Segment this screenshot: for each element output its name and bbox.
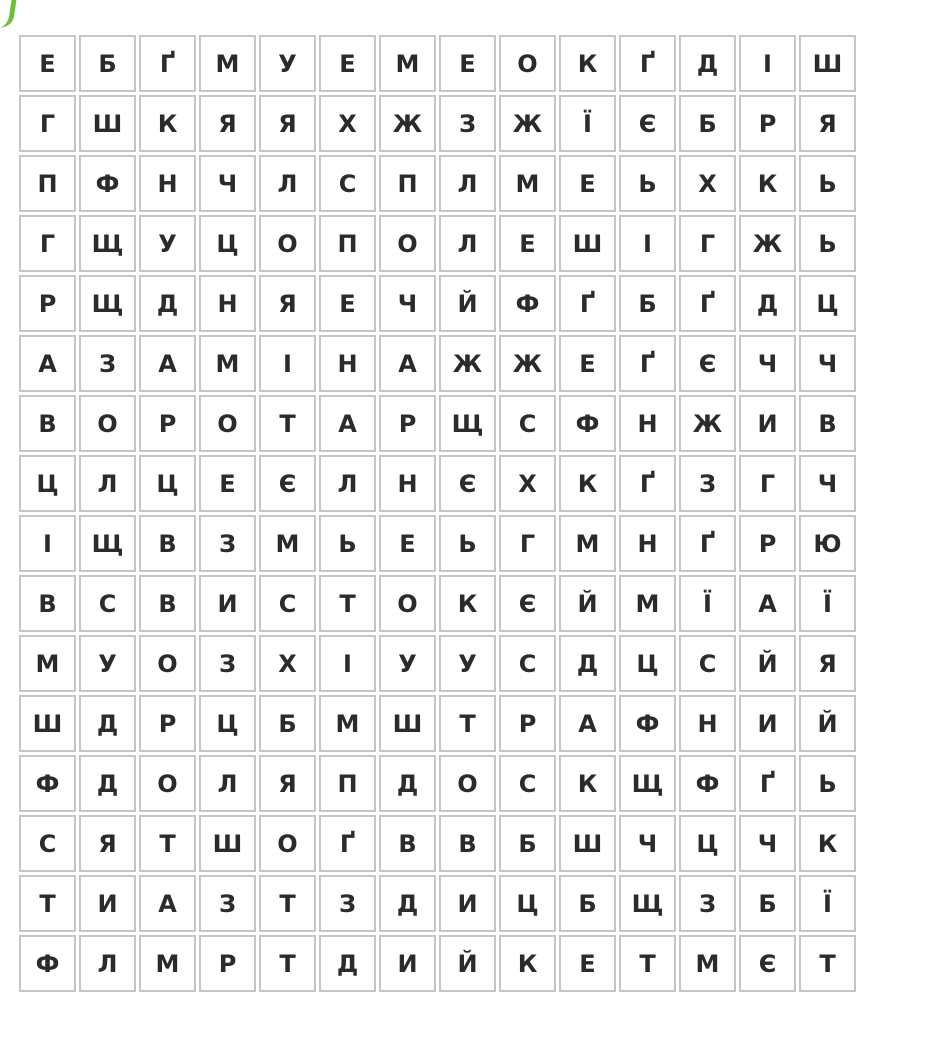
letter-cell[interactable]: Ч [739, 815, 796, 872]
letter-cell[interactable]: Д [679, 35, 736, 92]
letter-cell[interactable]: Є [439, 455, 496, 512]
letter-cell[interactable]: И [739, 695, 796, 752]
letter-cell[interactable]: Я [259, 275, 316, 332]
letter-cell[interactable]: Н [139, 155, 196, 212]
letter-cell[interactable]: Ч [799, 455, 856, 512]
letter-cell[interactable]: О [259, 215, 316, 272]
letter-cell[interactable]: П [19, 155, 76, 212]
letter-cell[interactable]: Ш [79, 95, 136, 152]
letter-cell[interactable]: В [19, 575, 76, 632]
letter-cell[interactable]: Х [319, 95, 376, 152]
letter-cell[interactable]: З [439, 95, 496, 152]
letter-cell[interactable]: З [199, 875, 256, 932]
letter-cell[interactable]: У [139, 215, 196, 272]
letter-cell[interactable]: Ш [19, 695, 76, 752]
letter-cell[interactable]: О [199, 395, 256, 452]
letter-cell[interactable]: О [139, 635, 196, 692]
letter-cell[interactable]: Щ [619, 755, 676, 812]
letter-cell[interactable]: М [379, 35, 436, 92]
letter-cell[interactable]: С [679, 635, 736, 692]
letter-cell[interactable]: Ч [199, 155, 256, 212]
letter-cell[interactable]: Щ [619, 875, 676, 932]
letter-cell[interactable]: П [379, 155, 436, 212]
letter-cell[interactable]: С [259, 575, 316, 632]
letter-cell[interactable]: Ґ [139, 35, 196, 92]
letter-cell[interactable]: В [139, 515, 196, 572]
letter-cell[interactable]: Щ [79, 515, 136, 572]
letter-cell[interactable]: И [439, 875, 496, 932]
letter-cell[interactable]: Щ [79, 275, 136, 332]
letter-cell[interactable]: М [19, 635, 76, 692]
letter-cell[interactable]: Ь [799, 215, 856, 272]
letter-cell[interactable]: Ф [559, 395, 616, 452]
letter-cell[interactable]: П [319, 215, 376, 272]
letter-cell[interactable]: У [439, 635, 496, 692]
letter-cell[interactable]: Б [559, 875, 616, 932]
letter-cell[interactable]: С [499, 635, 556, 692]
letter-cell[interactable]: Д [319, 935, 376, 992]
letter-cell[interactable]: А [739, 575, 796, 632]
letter-cell[interactable]: Д [79, 695, 136, 752]
letter-cell[interactable]: З [79, 335, 136, 392]
letter-cell[interactable]: Р [499, 695, 556, 752]
letter-cell[interactable]: Є [679, 335, 736, 392]
letter-cell[interactable]: И [199, 575, 256, 632]
letter-cell[interactable]: Д [559, 635, 616, 692]
letter-cell[interactable]: Н [619, 395, 676, 452]
letter-cell[interactable]: Д [379, 875, 436, 932]
letter-cell[interactable]: А [319, 395, 376, 452]
letter-cell[interactable]: М [199, 335, 256, 392]
letter-cell[interactable]: Ч [799, 335, 856, 392]
letter-cell[interactable]: Н [379, 455, 436, 512]
letter-cell[interactable]: П [319, 755, 376, 812]
letter-cell[interactable]: Ц [139, 455, 196, 512]
letter-cell[interactable]: Ї [799, 875, 856, 932]
letter-cell[interactable]: Ґ [319, 815, 376, 872]
letter-cell[interactable]: М [499, 155, 556, 212]
letter-cell[interactable]: К [739, 155, 796, 212]
letter-cell[interactable]: С [79, 575, 136, 632]
letter-cell[interactable]: І [259, 335, 316, 392]
letter-cell[interactable]: У [79, 635, 136, 692]
letter-cell[interactable]: М [559, 515, 616, 572]
letter-cell[interactable]: Ь [799, 755, 856, 812]
letter-cell[interactable]: Ж [499, 95, 556, 152]
letter-cell[interactable]: Я [199, 95, 256, 152]
letter-cell[interactable]: В [439, 815, 496, 872]
letter-cell[interactable]: В [139, 575, 196, 632]
letter-cell[interactable]: И [739, 395, 796, 452]
letter-cell[interactable]: Ш [559, 815, 616, 872]
letter-cell[interactable]: Ж [739, 215, 796, 272]
letter-cell[interactable]: Х [259, 635, 316, 692]
letter-cell[interactable]: М [619, 575, 676, 632]
letter-cell[interactable]: Г [499, 515, 556, 572]
letter-cell[interactable]: Ц [19, 455, 76, 512]
letter-cell[interactable]: Й [439, 275, 496, 332]
letter-cell[interactable]: Я [79, 815, 136, 872]
letter-cell[interactable]: М [139, 935, 196, 992]
letter-cell[interactable]: Ш [799, 35, 856, 92]
letter-cell[interactable]: Е [379, 515, 436, 572]
letter-cell[interactable]: А [139, 875, 196, 932]
letter-cell[interactable]: Т [259, 395, 316, 452]
letter-cell[interactable]: О [259, 815, 316, 872]
letter-cell[interactable]: О [379, 215, 436, 272]
letter-cell[interactable]: Б [679, 95, 736, 152]
letter-cell[interactable]: Ч [379, 275, 436, 332]
letter-cell[interactable]: Р [739, 95, 796, 152]
letter-cell[interactable]: Ь [319, 515, 376, 572]
letter-cell[interactable]: Ф [619, 695, 676, 752]
letter-cell[interactable]: К [139, 95, 196, 152]
letter-cell[interactable]: Е [559, 155, 616, 212]
letter-cell[interactable]: М [199, 35, 256, 92]
letter-cell[interactable]: Л [79, 455, 136, 512]
letter-cell[interactable]: І [19, 515, 76, 572]
letter-cell[interactable]: О [499, 35, 556, 92]
letter-cell[interactable]: Ж [679, 395, 736, 452]
letter-cell[interactable]: Н [319, 335, 376, 392]
letter-cell[interactable]: Ф [19, 755, 76, 812]
letter-cell[interactable]: В [379, 815, 436, 872]
letter-cell[interactable]: Й [559, 575, 616, 632]
letter-cell[interactable]: І [739, 35, 796, 92]
letter-cell[interactable]: Х [499, 455, 556, 512]
letter-cell[interactable]: Т [439, 695, 496, 752]
letter-cell[interactable]: Ц [799, 275, 856, 332]
letter-cell[interactable]: С [499, 755, 556, 812]
letter-cell[interactable]: К [499, 935, 556, 992]
letter-cell[interactable]: Д [79, 755, 136, 812]
letter-cell[interactable]: Г [739, 455, 796, 512]
letter-cell[interactable]: Р [139, 395, 196, 452]
letter-cell[interactable]: Ґ [619, 455, 676, 512]
letter-cell[interactable]: Т [259, 935, 316, 992]
letter-cell[interactable]: С [499, 395, 556, 452]
letter-cell[interactable]: Ц [199, 695, 256, 752]
letter-cell[interactable]: Р [19, 275, 76, 332]
letter-cell[interactable]: Т [259, 875, 316, 932]
letter-cell[interactable]: Т [139, 815, 196, 872]
letter-cell[interactable]: Ф [19, 935, 76, 992]
letter-cell[interactable]: Л [199, 755, 256, 812]
letter-cell[interactable]: Ж [379, 95, 436, 152]
letter-cell[interactable]: Ж [499, 335, 556, 392]
letter-cell[interactable]: М [319, 695, 376, 752]
letter-cell[interactable]: И [379, 935, 436, 992]
letter-cell[interactable]: Т [319, 575, 376, 632]
letter-cell[interactable]: О [139, 755, 196, 812]
letter-cell[interactable]: Ч [739, 335, 796, 392]
letter-cell[interactable]: К [559, 755, 616, 812]
letter-cell[interactable]: Ч [619, 815, 676, 872]
letter-cell[interactable]: С [19, 815, 76, 872]
letter-cell[interactable]: Ї [559, 95, 616, 152]
letter-cell[interactable]: Й [739, 635, 796, 692]
letter-cell[interactable]: Ц [679, 815, 736, 872]
letter-cell[interactable]: Ґ [619, 35, 676, 92]
letter-cell[interactable]: Е [199, 455, 256, 512]
letter-cell[interactable]: У [259, 35, 316, 92]
letter-cell[interactable]: Н [619, 515, 676, 572]
letter-cell[interactable]: Т [799, 935, 856, 992]
letter-cell[interactable]: З [679, 875, 736, 932]
letter-cell[interactable]: Є [619, 95, 676, 152]
letter-cell[interactable]: Г [19, 215, 76, 272]
letter-cell[interactable]: С [319, 155, 376, 212]
letter-cell[interactable]: Г [19, 95, 76, 152]
letter-cell[interactable]: И [79, 875, 136, 932]
letter-cell[interactable]: Д [739, 275, 796, 332]
letter-cell[interactable]: Щ [79, 215, 136, 272]
letter-cell[interactable]: К [559, 455, 616, 512]
letter-cell[interactable]: З [199, 635, 256, 692]
letter-cell[interactable]: Г [679, 215, 736, 272]
letter-cell[interactable]: І [619, 215, 676, 272]
letter-cell[interactable]: Е [439, 35, 496, 92]
letter-cell[interactable]: Е [559, 335, 616, 392]
letter-cell[interactable]: Ш [199, 815, 256, 872]
letter-cell[interactable]: Щ [439, 395, 496, 452]
letter-cell[interactable]: Б [499, 815, 556, 872]
letter-cell[interactable]: А [379, 335, 436, 392]
letter-cell[interactable]: Р [739, 515, 796, 572]
letter-cell[interactable]: К [559, 35, 616, 92]
letter-cell[interactable]: Т [19, 875, 76, 932]
letter-cell[interactable]: З [679, 455, 736, 512]
letter-cell[interactable]: Ї [679, 575, 736, 632]
letter-cell[interactable]: Є [499, 575, 556, 632]
letter-cell[interactable]: Е [319, 35, 376, 92]
letter-cell[interactable]: Л [259, 155, 316, 212]
letter-cell[interactable]: К [799, 815, 856, 872]
letter-cell[interactable]: М [679, 935, 736, 992]
letter-cell[interactable]: Я [259, 755, 316, 812]
letter-cell[interactable]: Ь [619, 155, 676, 212]
letter-cell[interactable]: Ґ [679, 275, 736, 332]
letter-cell[interactable]: Ю [799, 515, 856, 572]
letter-cell[interactable]: І [319, 635, 376, 692]
letter-cell[interactable]: Е [19, 35, 76, 92]
letter-cell[interactable]: Ґ [559, 275, 616, 332]
word-search-grid [19, 35, 856, 992]
letter-cell[interactable]: Т [619, 935, 676, 992]
letter-cell[interactable]: Я [799, 635, 856, 692]
letter-cell[interactable]: Ш [559, 215, 616, 272]
letter-cell[interactable]: Р [139, 695, 196, 752]
letter-cell[interactable]: Ґ [739, 755, 796, 812]
letter-cell[interactable]: Е [499, 215, 556, 272]
letter-cell[interactable]: Й [439, 935, 496, 992]
letter-cell[interactable]: Р [199, 935, 256, 992]
letter-cell[interactable]: Я [259, 95, 316, 152]
letter-cell[interactable]: Ж [439, 335, 496, 392]
letter-cell[interactable]: Е [559, 935, 616, 992]
letter-cell[interactable]: Б [79, 35, 136, 92]
letter-cell[interactable]: Є [739, 935, 796, 992]
letter-cell[interactable]: Д [139, 275, 196, 332]
letter-cell[interactable]: А [559, 695, 616, 752]
letter-cell[interactable]: Й [799, 695, 856, 752]
letter-cell[interactable]: Ц [619, 635, 676, 692]
letter-cell[interactable]: Е [319, 275, 376, 332]
letter-cell[interactable]: А [139, 335, 196, 392]
letter-cell[interactable]: Ґ [619, 335, 676, 392]
letter-cell[interactable]: Л [79, 935, 136, 992]
letter-cell[interactable]: У [379, 635, 436, 692]
letter-cell[interactable]: О [79, 395, 136, 452]
letter-cell[interactable]: З [319, 875, 376, 932]
letter-cell[interactable]: Б [739, 875, 796, 932]
letter-cell[interactable]: Х [679, 155, 736, 212]
letter-cell[interactable]: Р [379, 395, 436, 452]
letter-cell[interactable]: Ф [79, 155, 136, 212]
letter-cell[interactable]: А [19, 335, 76, 392]
letter-cell[interactable]: Ґ [679, 515, 736, 572]
letter-cell[interactable]: Ц [199, 215, 256, 272]
letter-cell[interactable]: Є [259, 455, 316, 512]
letter-cell[interactable]: Ь [799, 155, 856, 212]
letter-cell[interactable]: Ф [679, 755, 736, 812]
letter-cell[interactable]: Б [619, 275, 676, 332]
letter-cell[interactable]: Д [379, 755, 436, 812]
letter-cell[interactable]: Ї [799, 575, 856, 632]
letter-cell[interactable]: Л [319, 455, 376, 512]
letter-cell[interactable]: З [199, 515, 256, 572]
letter-cell[interactable]: Н [679, 695, 736, 752]
letter-cell[interactable]: Л [439, 215, 496, 272]
letter-cell[interactable]: В [19, 395, 76, 452]
letter-cell[interactable]: Я [799, 95, 856, 152]
letter-cell[interactable]: Н [199, 275, 256, 332]
letter-cell[interactable]: Б [259, 695, 316, 752]
letter-cell[interactable]: Ь [439, 515, 496, 572]
letter-cell[interactable]: Ц [499, 875, 556, 932]
letter-cell[interactable]: В [799, 395, 856, 452]
letter-cell[interactable]: О [439, 755, 496, 812]
green-curve-icon [0, 0, 17, 29]
letter-cell[interactable]: К [439, 575, 496, 632]
letter-cell[interactable]: Л [439, 155, 496, 212]
letter-cell[interactable]: М [259, 515, 316, 572]
letter-cell[interactable]: О [379, 575, 436, 632]
letter-cell[interactable]: Ш [379, 695, 436, 752]
letter-cell[interactable]: Ф [499, 275, 556, 332]
